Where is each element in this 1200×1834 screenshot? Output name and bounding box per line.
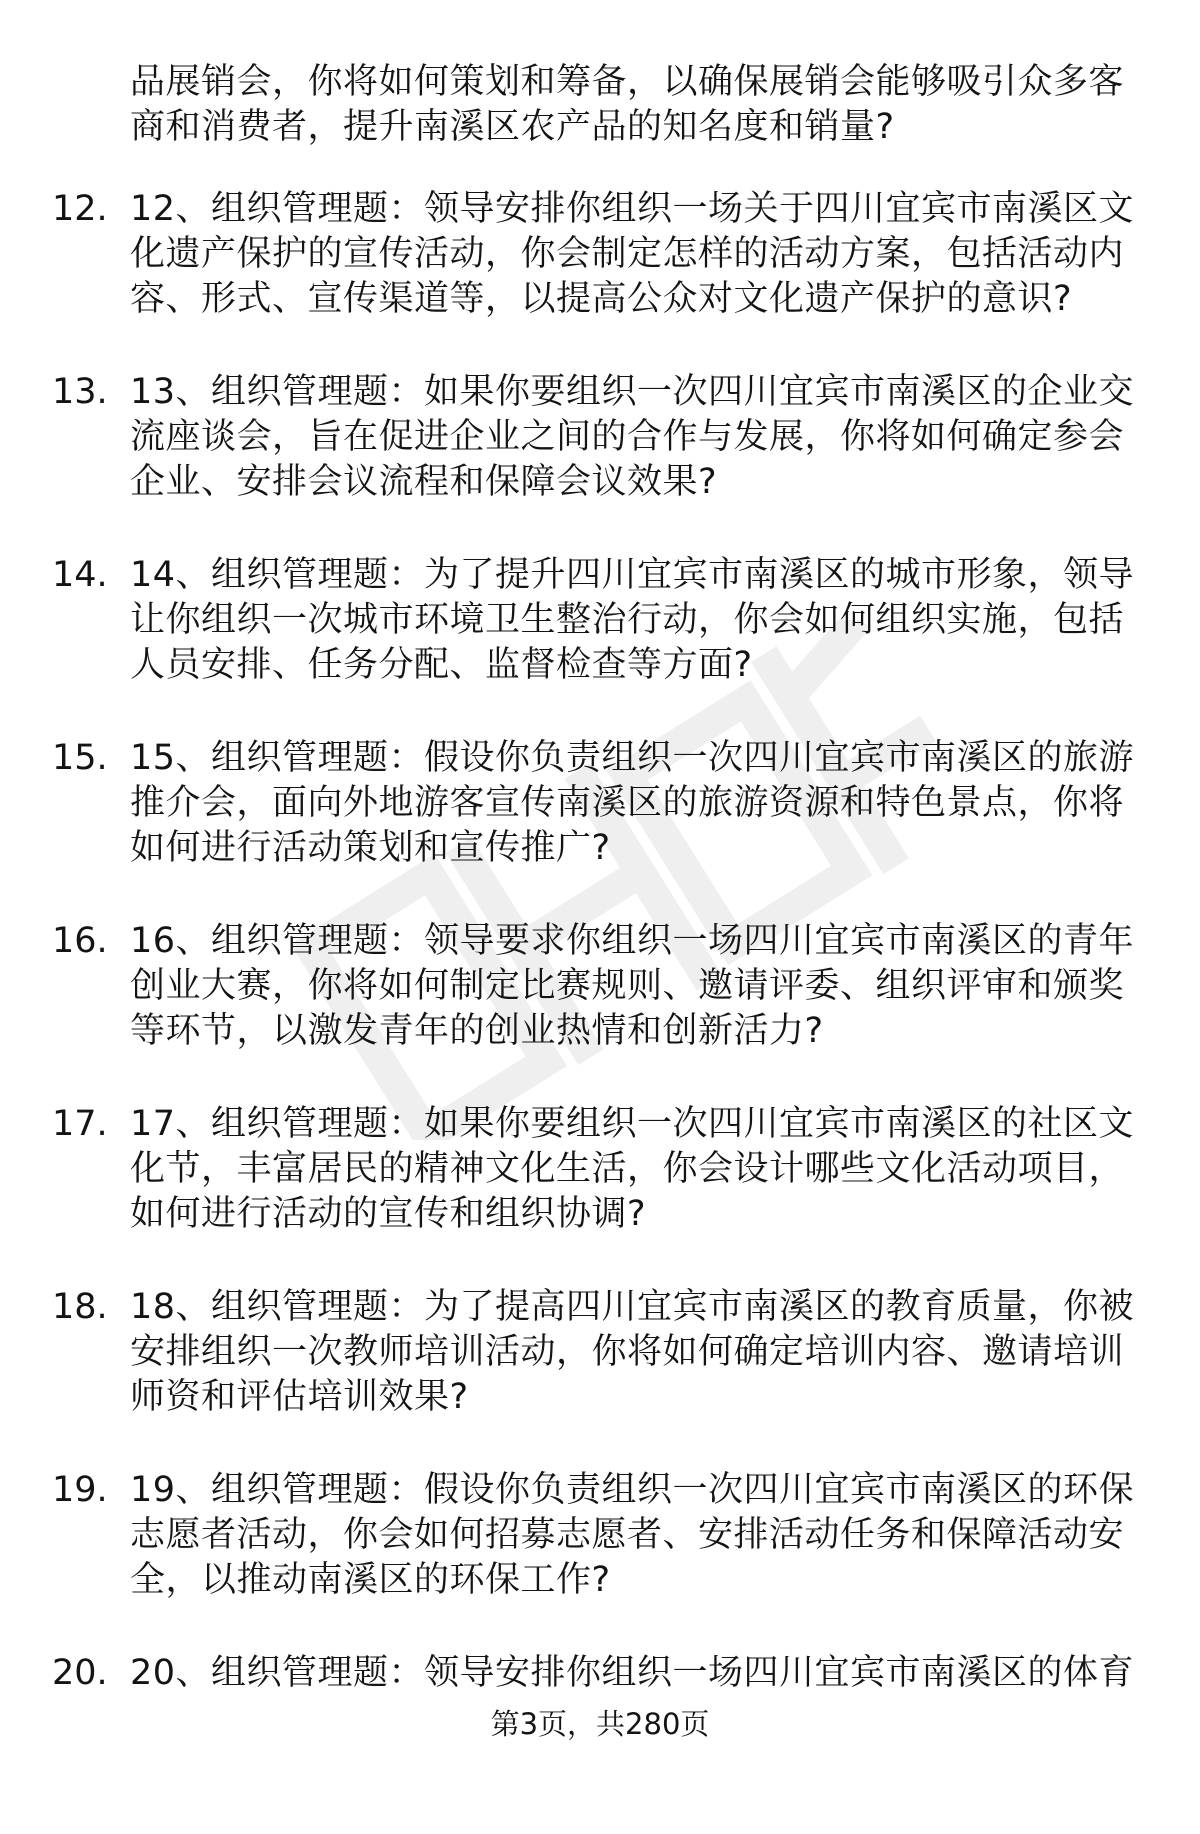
question-number: 17. — [52, 1104, 108, 1144]
question-text: 13、组织管理题：如果你要组织一次四川宜宾市南溪区的企业交流座谈会，旨在促进企业之间的合作与发展，你将如何确定参会企业、安排会议流程和保障会议效果? — [130, 372, 1135, 502]
question-text: 20、组织管理题：领导安排你组织一场四川宜宾市南溪区的体育 — [130, 1653, 1135, 1693]
question-item — [0, 187, 1200, 370]
question-text: 16、组织管理题：领导要求你组织一场四川宜宾市南溪区的青年创业大赛，你将如何制定比赛规则、邀请评委、组织评审和颁奖等环节，以激发青年的创业热情和创新活力? — [130, 921, 1135, 1051]
question-number: 14. — [52, 555, 108, 595]
question-number: 16. — [52, 921, 108, 961]
question-number: 19. — [52, 1470, 108, 1510]
question-number: 13. — [52, 372, 108, 412]
question-item — [0, 919, 1200, 1102]
question-item — [0, 370, 1200, 553]
question-item — [0, 1285, 1200, 1468]
question-item — [0, 1102, 1200, 1285]
question-number: 12. — [52, 189, 108, 229]
question-number: 15. — [52, 738, 108, 778]
question-number: 18. — [52, 1287, 108, 1327]
page-footer: 第3页，共280页 — [490, 1707, 710, 1741]
question-text: 18、组织管理题：为了提高四川宜宾市南溪区的教育质量，你被安排组织一次教师培训活动，你将如何确定培训内容、邀请培训师资和评估培训效果? — [130, 1287, 1135, 1417]
question-text: 14、组织管理题：为了提升四川宜宾市南溪区的城市形象，领导让你组织一次城市环境卫生整治行动，你会如何组织实施，包括人员安排、任务分配、监督检查等方面? — [130, 555, 1135, 685]
question-text: 15、组织管理题：假设你负责组织一次四川宜宾市南溪区的旅游推介会，面向外地游客宣传南溪区的旅游资源和特色景点，你将如何进行活动策划和宣传推广? — [130, 738, 1135, 868]
question-list — [0, 187, 1200, 1834]
question-text: 19、组织管理题：假设你负责组织一次四川宜宾市南溪区的环保志愿者活动，你会如何招募志愿者、安排活动任务和保障活动安全，以推动南溪区的环保工作? — [130, 1470, 1135, 1600]
question-number: 20. — [52, 1653, 108, 1693]
question-item — [0, 1651, 1200, 1834]
continuation-paragraph: 品展销会，你将如何策划和筹备，以确保展销会能够吸引众多客商和消费者，提升南溪区农产品的知名度和销量? — [130, 62, 1125, 147]
question-text: 12、组织管理题：领导安排你组织一场关于四川宜宾市南溪区文化遗产保护的宣传活动，你会制定怎样的活动方案，包括活动内容、形式、宣传渠道等，以提高公众对文化遗产保护的意识? — [130, 189, 1135, 319]
question-item — [0, 1468, 1200, 1651]
question-item — [0, 736, 1200, 919]
question-text: 17、组织管理题：如果你要组织一次四川宜宾市南溪区的社区文化节，丰富居民的精神文化生活，你会设计哪些文化活动项目，如何进行活动的宣传和组织协调? — [130, 1104, 1135, 1234]
question-item — [0, 553, 1200, 736]
